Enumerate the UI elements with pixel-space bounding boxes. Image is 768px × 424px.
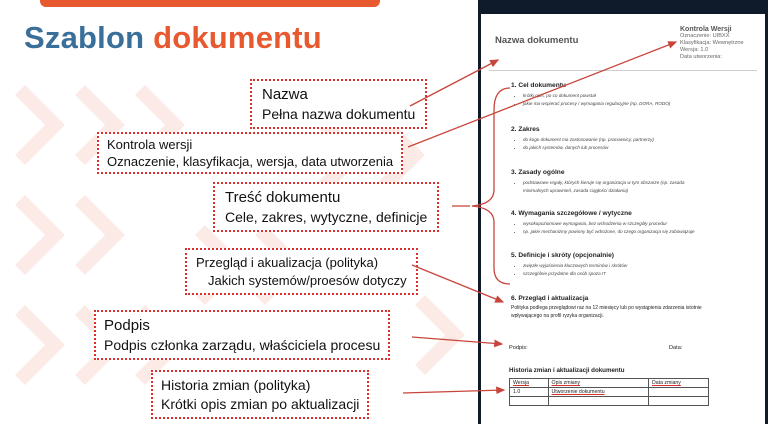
history-cell: Utworzenie dokumentu (548, 388, 648, 397)
doc-bullet: • szczególnie przydatne dla osób spoza IT (523, 270, 627, 278)
history-header-cell: Wersja (510, 379, 549, 388)
doc-history-table (509, 378, 709, 406)
history-cell (649, 388, 709, 397)
slide-title (24, 20, 322, 56)
history-header-cell: Data zmiany (649, 379, 709, 388)
label-nazwa (250, 79, 427, 129)
label-podpis (94, 310, 390, 360)
label-kontrola-wersji (97, 132, 403, 174)
label-historia-zmian (151, 370, 369, 419)
label-przeglad-aktualizacja (185, 248, 418, 295)
doc-bullet: • jakie ma wspierać procesy / wymagania regulacyjne (np. DORA, RODO) (523, 100, 670, 108)
doc-header-divider (489, 70, 757, 71)
doc-section (511, 252, 627, 278)
label-title: Nazwa (262, 86, 308, 103)
label-subtitle: Jakich systemów/proesów dotyczy (208, 273, 407, 288)
slide-title-part2: dokumentu (153, 20, 322, 55)
doc-section (511, 126, 654, 152)
history-header-cell: Opis zmiany (548, 379, 648, 388)
doc-version-line: Data utworzenia: (680, 54, 722, 60)
doc-bullet: • wysokopoziomowe wymagania, bez wchodzenia w szczegóły procedur (523, 220, 695, 228)
doc-section (511, 169, 685, 195)
doc-section-heading: 3. Zasady ogólne (511, 169, 565, 176)
doc-version-line: Klasyfikacja: Wewnętrzne (680, 40, 744, 46)
label-title: Przegląd i akualizacja (polityka) (196, 255, 379, 270)
label-subtitle: Pełna nazwa dokumentu (262, 106, 416, 122)
doc-section (511, 82, 670, 108)
doc-section (511, 210, 695, 236)
doc-bullet: • krótki opis, po co dokument powstał (523, 92, 670, 100)
doc-signature-label: Podpis: (509, 345, 528, 351)
doc-bullet: • do jakich systemów, danych lub procesów (523, 144, 654, 152)
history-cell (548, 397, 648, 406)
label-tresc-dokumentu (213, 182, 439, 232)
history-cell: 1.0 (510, 388, 549, 397)
label-title: Treść dokumentu (225, 189, 341, 206)
doc-bullet: • do kogo dokument ma zastosowanie (np. pracownicy, partnerzy) (523, 136, 654, 144)
label-subtitle: Cele, zakres, wytyczne, definicje (225, 209, 428, 225)
doc-section-text: Polityka podlega przeglądowi raz na 12 miesięcy lub po wystąpieniu zdarzenia istotnie wpływającego na profil ryzyka organizacji. (511, 305, 702, 319)
history-cell (510, 397, 549, 406)
doc-bullet: • np. jakie mechanizmy powinny być wdrożone, do czego organizacja się zobowiązuje (523, 228, 695, 236)
doc-history-title: Historia zmian i aktualizacji dokumentu (509, 367, 625, 374)
doc-section (511, 295, 711, 320)
label-subtitle: Podpis członka zarządu, właściciela procesu (104, 337, 381, 353)
history-cell (649, 397, 709, 406)
label-title: Kontrola wersji (107, 137, 193, 152)
label-title: Historia zmian (polityka) (161, 377, 311, 393)
doc-bullet: • zwięzłe wyjaśnienia kluczowych terminów i skrótów (523, 262, 627, 270)
doc-section-heading: 6. Przegląd i aktualizacja (511, 295, 589, 302)
doc-section-heading: 5. Definicje i skróty (opcjonalnie) (511, 252, 614, 259)
doc-version-line: Wersja: 1.0 (680, 47, 709, 53)
label-title: Podpis (104, 317, 150, 334)
doc-section-heading: 4. Wymagania szczegółowe / wytyczne (511, 210, 632, 217)
doc-title: Nazwa dokumentu (495, 35, 579, 46)
document-preview (481, 14, 765, 424)
doc-date-label: Data: (669, 345, 683, 351)
doc-version-heading: Kontrola Wersji (680, 26, 732, 33)
doc-bullet: minimalnych uprawnień, zasada ciągłości działania) (523, 188, 629, 193)
label-subtitle: Krótki opis zmian po aktualizacji (161, 396, 360, 412)
doc-version-line: Oznaczenie: UIBXX (680, 33, 730, 39)
doc-bullet: • podstawowe reguły, których kieruje się organizacja w tym obszarze (np. zasada (523, 179, 685, 187)
doc-section-heading: 1. Cel dokumentu (511, 82, 566, 89)
doc-section-heading: 2. Zakres (511, 126, 540, 133)
label-subtitle: Oznaczenie, klasyfikacja, wersja, data utworzenia (107, 154, 394, 169)
doc-version-control (680, 26, 744, 61)
slide-title-part1: Szablon (24, 20, 145, 55)
